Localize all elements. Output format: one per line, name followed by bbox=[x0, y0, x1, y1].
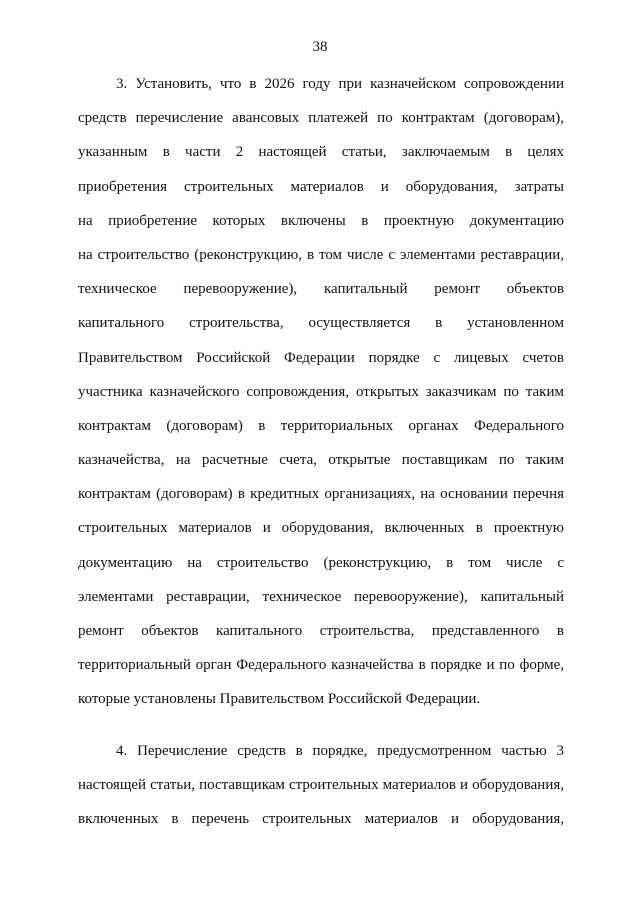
text-line: контрактам (договорам) в территориальных органах Федерального bbox=[78, 417, 564, 434]
text-line: на строительство (реконструкцию, в том числе с элементами реставрации, bbox=[78, 246, 564, 263]
paragraph-gap bbox=[78, 717, 564, 734]
text-line: элементами реставрации, техническое перевооружение), капитальный bbox=[78, 588, 564, 605]
text-line: указанным в части 2 настоящей статьи, заключаемым в целях bbox=[78, 144, 564, 161]
text-line: техническое перевооружение), капитальный ремонт объектов bbox=[78, 281, 564, 298]
text-line: территориальный орган Федерального казначейства в порядке и по форме, bbox=[78, 657, 564, 674]
text-line: средств перечисление авансовых платежей по контрактам (договорам), bbox=[78, 110, 564, 127]
page-number: 38 bbox=[312, 39, 328, 55]
paragraph-3 bbox=[78, 67, 564, 717]
paragraph-4 bbox=[78, 734, 564, 837]
text-line: приобретения строительных материалов и оборудования, затраты bbox=[78, 178, 564, 195]
text-line: Правительством Российской Федерации порядке с лицевых счетов bbox=[78, 349, 564, 366]
text-line: контрактам (договорам) в кредитных организациях, на основании перечня bbox=[78, 486, 564, 503]
text-line: казначейства, на расчетные счета, открытые поставщикам по таким bbox=[78, 452, 564, 469]
text-line: настоящей статьи, поставщикам строительных материалов и оборудования, bbox=[78, 776, 564, 793]
text-line: 3. Установить, что в 2026 году при казначейском сопровождении bbox=[116, 76, 564, 92]
text-line: строительных материалов и оборудования, включенных в проектную bbox=[78, 520, 564, 537]
text-line: на приобретение которых включены в проектную документацию bbox=[78, 212, 564, 229]
text-line: которые установлены Правительством Российской Федерации. bbox=[78, 691, 481, 708]
text-line: ремонт объектов капитального строительства, представленного в bbox=[78, 623, 564, 639]
document-body bbox=[78, 67, 564, 836]
text-line: включенных в перечень строительных материалов и оборудования, bbox=[78, 810, 564, 827]
text-line: участника казначейского сопровождения, открытых заказчикам по таким bbox=[78, 383, 564, 400]
text-line: документацию на строительство (реконструкцию, в том числе с bbox=[78, 554, 564, 571]
text-line: капитального строительства, осуществляется в установленном bbox=[78, 315, 564, 332]
text-line: 4. Перечисление средств в порядке, предусмотренном частью 3 bbox=[116, 742, 564, 759]
